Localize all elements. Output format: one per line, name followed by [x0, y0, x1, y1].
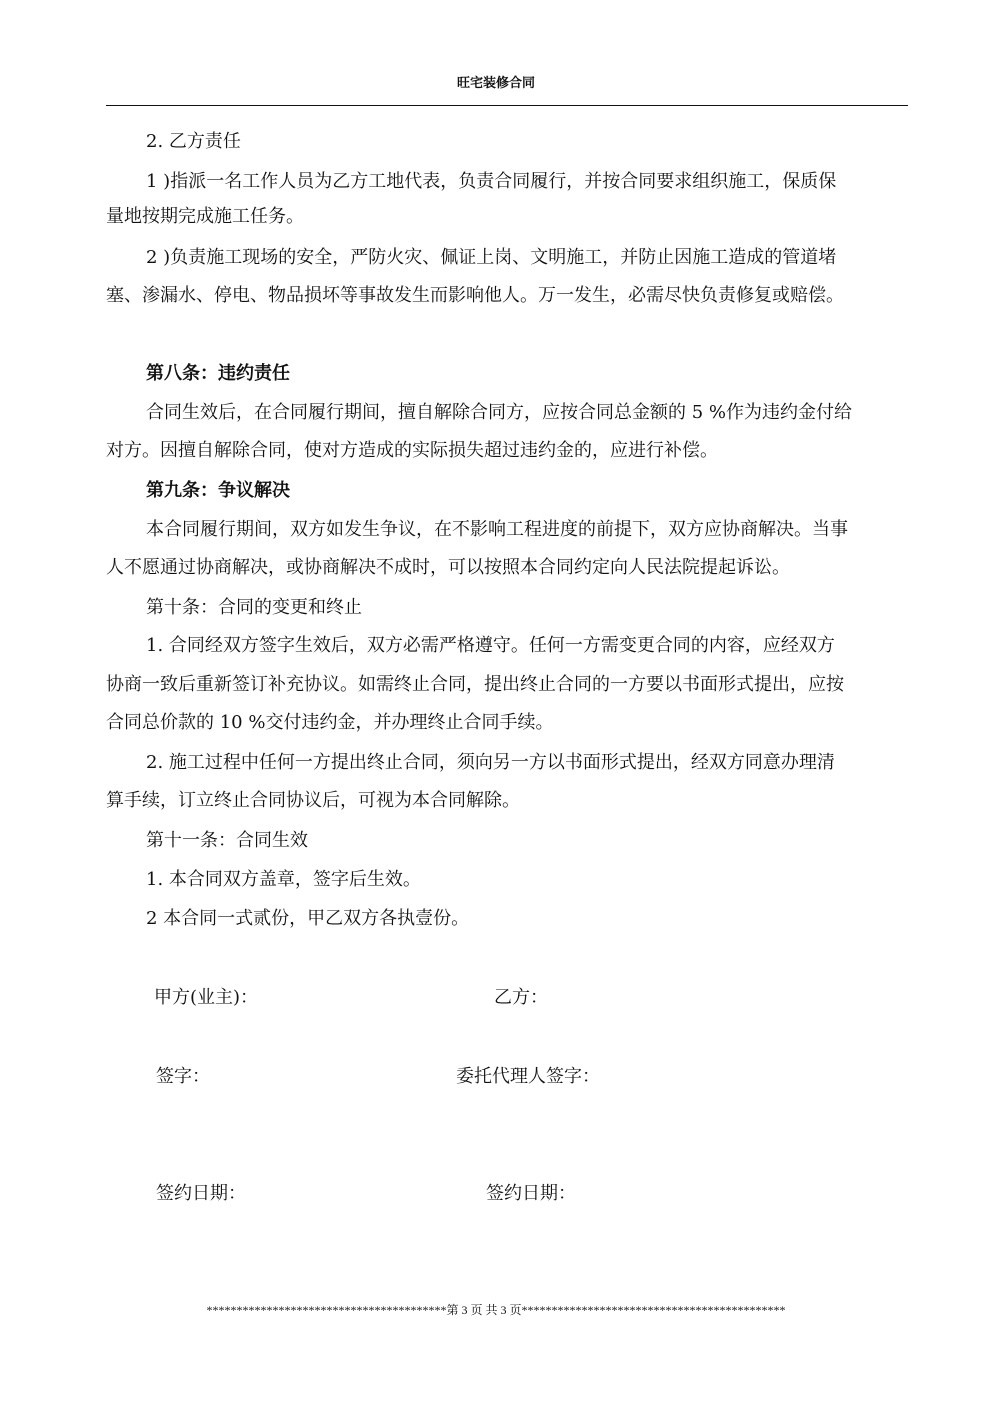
signing-date-b-label: 签约日期： [486, 1183, 576, 1204]
article-heading: 第十条：合同的变更和终止 [146, 597, 362, 618]
paragraph-line: 本合同履行期间，双方如发生争议，在不影响工程进度的前提下，双方应协商解决。当事 [146, 519, 848, 540]
paragraph-line: 算手续，订立终止合同协议后，可视为本合同解除。 [106, 790, 520, 811]
paragraph-line: 2 )负责施工现场的安全，严防火灾、佩证上岗、文明施工，并防止因施工造成的管道堵 [146, 247, 837, 268]
header-divider [106, 105, 908, 106]
paragraph-line: 塞、渗漏水、停电、物品损坏等事故发生而影响他人。万一发生，必需尽快负责修复或赔偿。 [106, 285, 844, 306]
party-a-label: 甲方(业主)： [154, 987, 259, 1008]
page-footer: ****************************************第 3 页 共 3 页******************************************** [206, 1303, 786, 1317]
party-b-label: 乙方： [494, 987, 548, 1008]
paragraph-line: 1 )指派一名工作人员为乙方工地代表，负责合同履行，并按合同要求组织施工，保质保 [146, 171, 837, 192]
document-header-title: 旺宅装修合同 [456, 76, 535, 91]
paragraph-line: 合同生效后，在合同履行期间，擅自解除合同方，应按合同总金额的 5 %作为违约金付给 [146, 402, 852, 423]
signing-date-a-label: 签约日期： [156, 1183, 246, 1204]
paragraph-line: 人不愿通过协商解决，或协商解决不成时，可以按照本合同约定向人民法院提起诉讼。 [106, 557, 790, 578]
paragraph-line: 2 本合同一式贰份，甲乙双方各执壹份。 [146, 908, 470, 929]
section-heading: 2. 乙方责任 [146, 131, 241, 152]
paragraph-line: 协商一致后重新签订补充协议。如需终止合同，提出终止合同的一方要以书面形式提出，应按 [106, 674, 844, 695]
paragraph-line: 1. 合同经双方签字生效后，双方必需严格遵守。任何一方需变更合同的内容，应经双方 [146, 635, 835, 656]
paragraph-line: 对方。因擅自解除合同，使对方造成的实际损失超过违约金的，应进行补偿。 [106, 440, 718, 461]
paragraph-line: 1. 本合同双方盖章，签字后生效。 [146, 869, 421, 890]
article-heading: 第八条：违约责任 [146, 363, 290, 384]
paragraph-line: 2. 施工过程中任何一方提出终止合同，须向另一方以书面形式提出，经双方同意办理清 [146, 752, 835, 773]
article-heading: 第十一条：合同生效 [146, 830, 308, 851]
signature-label: 签字： [156, 1066, 210, 1087]
agent-signature-label: 委托代理人签字： [456, 1066, 600, 1087]
paragraph-line: 合同总价款的 10 %交付违约金，并办理终止合同手续。 [106, 712, 554, 733]
paragraph-line: 量地按期完成施工任务。 [106, 206, 304, 227]
article-heading: 第九条：争议解决 [146, 480, 290, 501]
